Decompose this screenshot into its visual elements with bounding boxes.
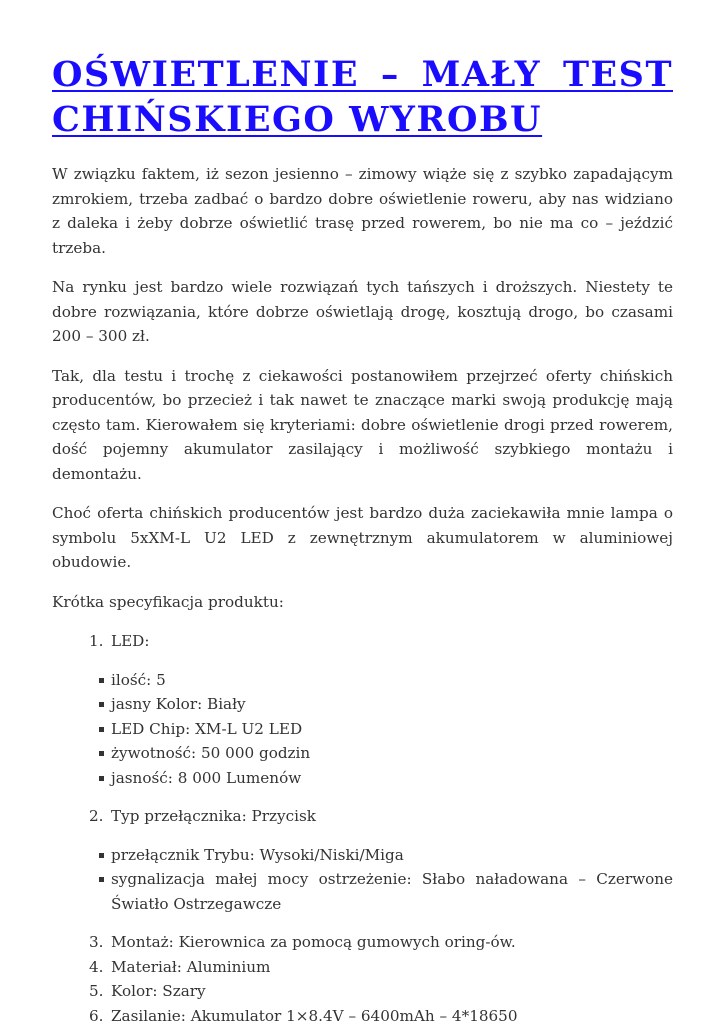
list-item: LED Chip: XM-L U2 LED: [52, 717, 673, 742]
bullet-icon: [99, 877, 104, 882]
article: [52, 52, 673, 1028]
bullet-icon: [99, 678, 104, 683]
spec-item-switch: [52, 804, 673, 829]
spec-item-led: [52, 629, 673, 654]
spec-sublist-led: [52, 668, 673, 791]
paragraph-lamp: Choć oferta chińskich producentów jest bardzo duża zaciekawiła mnie lampa o symbolu 5xXM-L U2 LED z zewnętrznym akumulatorem w aluminiowej obudowie.: [52, 501, 673, 575]
spec-list: [52, 629, 673, 654]
spec-item-mount: [52, 930, 673, 955]
bullet-icon: [99, 853, 104, 858]
spec-number: 2.: [89, 804, 104, 829]
spec-item-power: [52, 1004, 673, 1028]
spec-number: 3.: [89, 930, 104, 955]
spec-list: [52, 930, 673, 1028]
paragraph-spec-intro: Krótka specyfikacja produktu:: [52, 590, 673, 615]
spec-item-material: [52, 955, 673, 980]
article-title: [52, 52, 673, 142]
paragraph-intro: W związku faktem, iż sezon jesienno – zimowy wiąże się z szybko zapadającym zmrokiem, trzeba zadbać o bardzo dobre oświetlenie roweru, aby nas widziano z daleka i żeby dobrze oświetlić trasę przed rowerem, bo nie ma co – jeździć trzeba.: [52, 162, 673, 260]
list-item: przełącznik Trybu: Wysoki/Niski/Miga: [52, 843, 673, 868]
bullet-icon: [99, 751, 104, 756]
spec-number: 4.: [89, 955, 104, 980]
bullet-icon: [99, 776, 104, 781]
bullet-icon: [99, 702, 104, 707]
list-item: ilość: 5: [52, 668, 673, 693]
list-item: żywotność: 50 000 godzin: [52, 741, 673, 766]
spec-number: 5.: [89, 979, 104, 1004]
spec-label: LED:: [111, 632, 149, 650]
list-item: sygnalizacja małej mocy ostrzeżenie: Słabo naładowana – Czerwone Światło Ostrzegawcze: [52, 867, 673, 916]
bullet-icon: [99, 727, 104, 732]
list-item: jasny Kolor: Biały: [52, 692, 673, 717]
spec-label: Kolor: Szary: [111, 982, 206, 1000]
spec-number: 6.: [89, 1004, 104, 1028]
paragraph-test: Tak, dla testu i trochę z ciekawości postanowiłem przejrzeć oferty chińskich producentów, bo przecież i tak nawet te znaczące marki swoją produkcję mają często tam. Kierowałem się kryteriami: dobre oświetlenie drogi przed rowerem, dość pojemny akumulator zasilający i możliwość szybkiego montażu i demontażu.: [52, 364, 673, 487]
article-title-link[interactable]: OŚWIETLENIE – MAŁY TEST CHIŃSKIEGO WYROBU: [52, 54, 673, 140]
spec-label: Montaż: Kierownica za pomocą gumowych oring-ów.: [111, 933, 516, 951]
paragraph-market: Na rynku jest bardzo wiele rozwiązań tych tańszych i droższych. Niestety te dobre rozwiązania, które dobrze oświetlają drogę, kosztują drogo, bo czasami 200 – 300 zł.: [52, 275, 673, 349]
spec-label: Materiał: Aluminium: [111, 958, 270, 976]
spec-list: [52, 804, 673, 829]
spec-sublist-switch: [52, 843, 673, 917]
list-item: jasność: 8 000 Lumenów: [52, 766, 673, 791]
spec-label: Zasilanie: Akumulator 1×8.4V – 6400mAh – 4*18650: [111, 1007, 518, 1025]
spec-label: Typ przełącznika: Przycisk: [111, 807, 316, 825]
spec-number: 1.: [89, 629, 104, 654]
spec-item-color: [52, 979, 673, 1004]
